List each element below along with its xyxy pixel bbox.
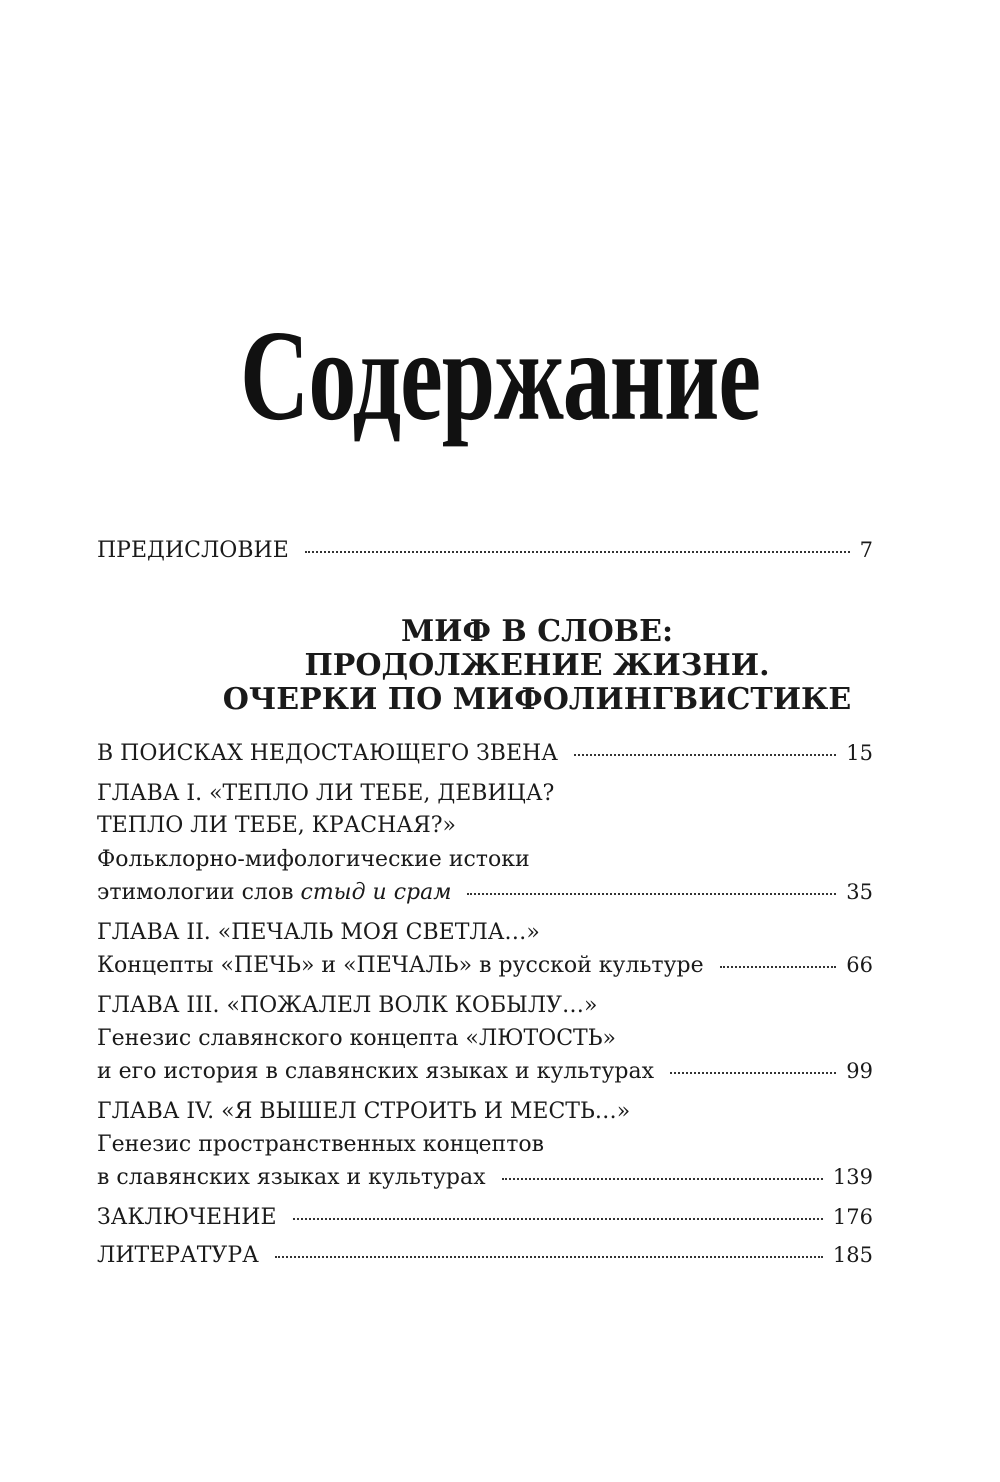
dot-leader [305,551,850,553]
toc-chapter-1-line-2: ТЕПЛО ЛИ ТЕБЕ, КРАСНАЯ?» [97,813,456,838]
toc-chapter-1-line-1: ГЛАВА I. «ТЕПЛО ЛИ ТЕБЕ, ДЕВИЦА? [97,781,555,806]
toc-chapter-3-line-1: ГЛАВА III. «ПОЖАЛЕЛ ВОЛК КОБЫЛУ…» [97,993,598,1018]
toc-entry-chapter-1[interactable] [97,882,873,904]
dot-leader [670,1072,836,1074]
dot-leader [467,893,836,895]
page-title: Содержание [240,302,760,448]
toc-entry-label: и его история в славянских языках и культурах [97,1059,654,1084]
dot-leader [502,1178,823,1180]
toc-entry-label-prefix: этимологии слов [97,880,301,905]
toc-chapter-4-line-2: Генезис пространственных концептов [97,1132,545,1157]
toc-entry-page: 99 [846,1059,873,1083]
dot-leader [293,1218,823,1220]
section-title-line-1: МИФ В СЛОВЕ: [400,614,674,649]
toc-chapter-3-line-2: Генезис славянского концепта «ЛЮТОСТЬ» [97,1026,617,1051]
dot-leader [275,1256,823,1258]
section-title-line-2: ПРОДОЛЖЕНИЕ ЖИЗНИ. [304,648,770,683]
toc-entry-literature[interactable] [97,1245,873,1267]
toc-entry-label: Концепты «ПЕЧЬ» и «ПЕЧАЛЬ» в русской культуре [97,953,704,978]
toc-entry-label: ПРЕДИСЛОВИЕ [97,538,289,563]
toc-entry-preface[interactable] [97,540,873,562]
toc-entry-chapter-4[interactable] [97,1167,873,1189]
toc-entry-conclusion[interactable] [97,1207,873,1229]
toc-entry-page: 7 [859,538,873,562]
toc-chapter-1-line-3: Фольклорно-мифологические истоки [97,847,530,872]
toc-entry-label: ЗАКЛЮЧЕНИЕ [97,1205,277,1230]
toc-entry-page: 139 [832,1165,873,1189]
toc-entry-label: в славянских языках и культурах [97,1165,486,1190]
toc-entry-label: ЛИТЕРАТУРА [97,1243,259,1268]
dot-leader [574,754,836,756]
toc-entry-chapter-3[interactable] [97,1061,873,1083]
section-title-line-3: ОЧЕРКИ ПО МИФОЛИНГВИСТИКЕ [222,682,852,717]
toc-entry-page: 176 [832,1205,873,1229]
toc-chapter-2-line-1: ГЛАВА II. «ПЕЧАЛЬ МОЯ СВЕТЛА…» [97,920,540,945]
toc-entry-label: В ПОИСКАХ НЕДОСТАЮЩЕГО ЗВЕНА [97,741,558,766]
toc-entry-label [97,882,451,904]
toc-entry-page: 66 [846,953,873,977]
toc-entry-page: 15 [846,741,873,765]
dot-leader [720,966,837,968]
toc-chapter-4-line-1: ГЛАВА IV. «Я ВЫШЕЛ СТРОИТЬ И МЕСТЬ…» [97,1099,631,1124]
toc-entry-page: 185 [832,1243,873,1267]
toc-entry-chapter-2[interactable] [97,955,873,977]
toc-entry-page: 35 [846,880,873,904]
toc-entry-label-italic: стыд и срам [300,880,452,905]
toc-entry-missing-link[interactable] [97,743,873,765]
